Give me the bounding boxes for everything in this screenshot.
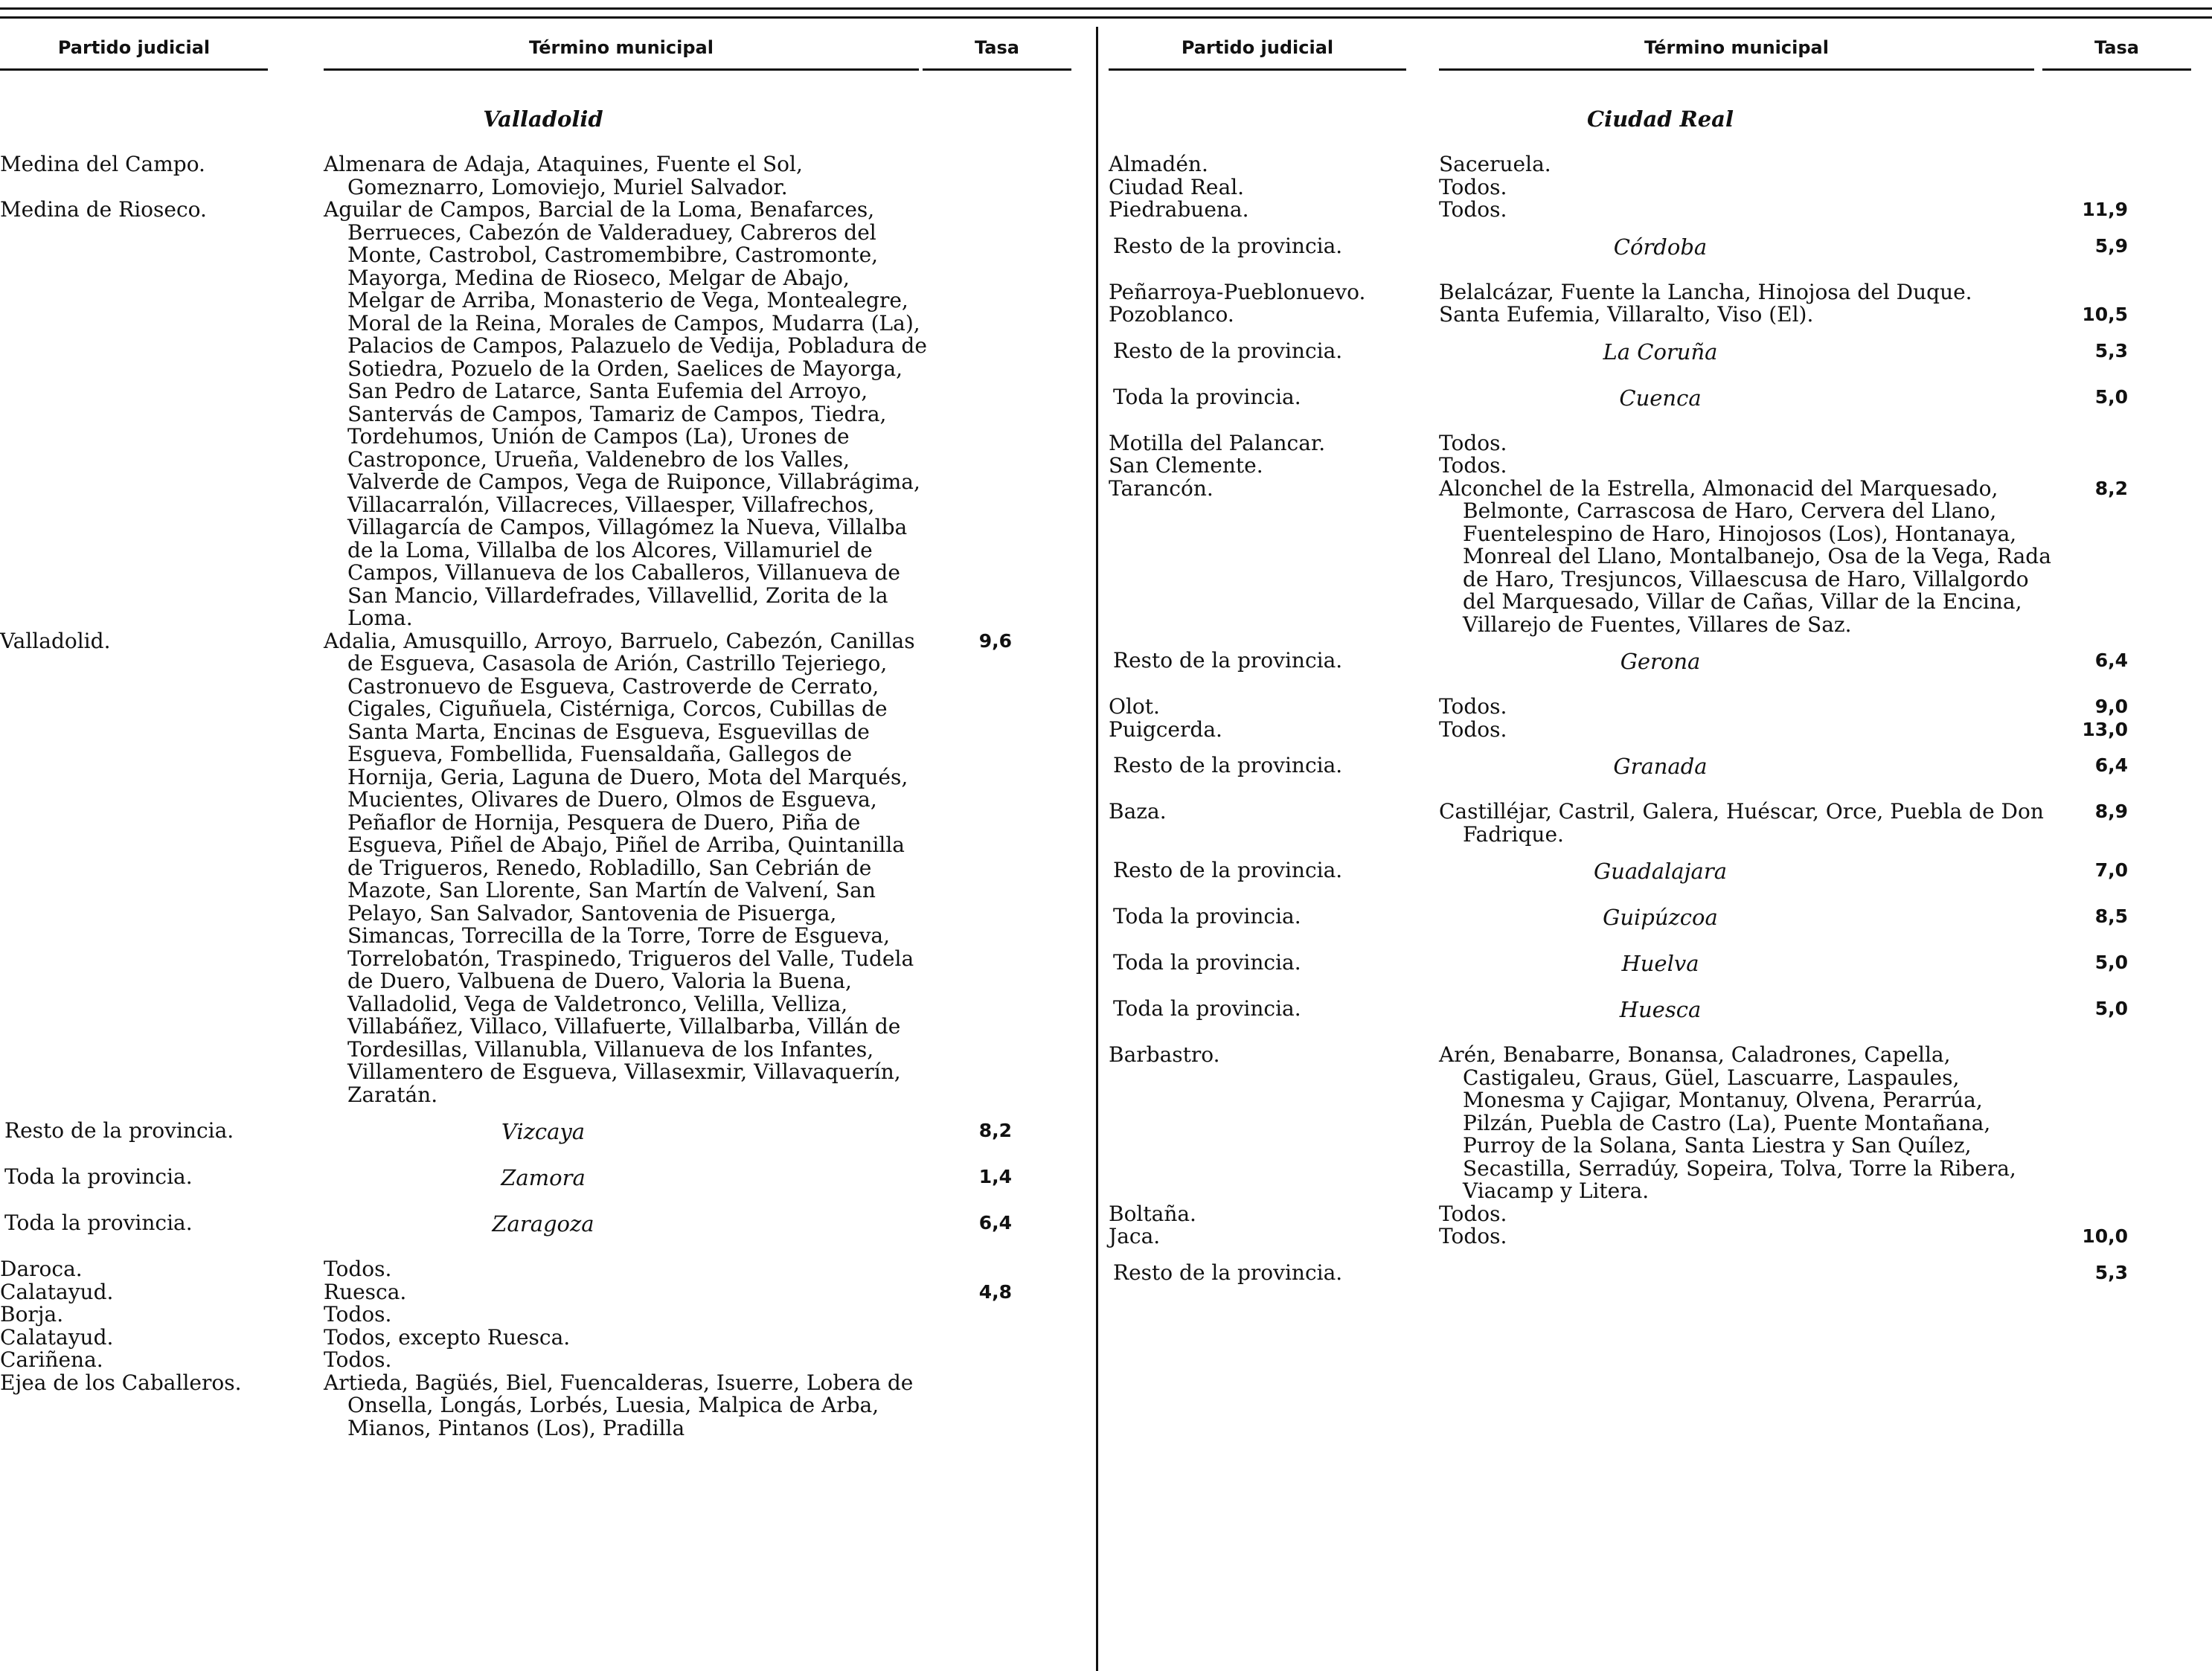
table-row: [0, 1372, 1086, 1440]
section-heading: Gerona: [1620, 649, 1701, 674]
section-heading: Córdoba: [1613, 234, 1708, 260]
partido-judicial: Almadén.: [1109, 152, 1208, 176]
tasa-value: 9,0: [2094, 696, 2128, 717]
partido-judicial: Toda la provincia.: [4, 1164, 193, 1189]
termino-municipal: Todos.: [1439, 1224, 1507, 1248]
header-underline: [2042, 68, 2191, 71]
partido-judicial: Calatayud.: [0, 1324, 114, 1350]
table-row: [1109, 153, 2212, 176]
section-heading: Ciudad Real: [1587, 106, 1734, 132]
table-row: [1109, 1225, 2212, 1248]
partido-judicial: Toda la provincia.: [1113, 384, 1301, 409]
tasa-value: 8,2: [978, 1120, 1012, 1141]
partido-judicial: Motilla del Palancar.: [1109, 430, 1326, 455]
partido-judicial: Boltaña.: [1109, 1201, 1196, 1226]
table-row: [1109, 199, 2212, 222]
header-partido: Partido judicial: [57, 37, 211, 58]
partido-judicial: Resto de la provincia.: [1113, 233, 1343, 258]
table-row: [1109, 176, 2212, 199]
section-heading: Guipúzcoa: [1603, 905, 1718, 930]
table-row: [1109, 1203, 2212, 1226]
header-underline: [1109, 68, 1406, 71]
table-row: [1109, 432, 2212, 455]
tasa-value: 6,4: [2094, 754, 2128, 776]
partido-judicial: Piedrabuena.: [1109, 197, 1249, 222]
termino-municipal: Todos.: [1439, 694, 1507, 719]
header-underline: [0, 68, 268, 71]
table-row: [0, 1324, 1086, 1350]
termino-municipal: Saceruela.: [1439, 152, 1551, 176]
tasa-value: 5,0: [2094, 385, 2128, 408]
termino-municipal: Belalcázar, Fuente la Lancha, Hinojosa del Duque.: [1439, 279, 1972, 304]
partido-judicial: Resto de la provincia.: [1113, 648, 1343, 673]
partido-judicial: Valladolid.: [0, 628, 111, 653]
partido-judicial: Resto de la provincia.: [1113, 858, 1343, 882]
section-heading: Zaragoza: [492, 1211, 594, 1237]
partido-judicial: Medina de Rioseco.: [0, 197, 207, 222]
termino-municipal: Todos.: [324, 1257, 392, 1281]
table-body: [1109, 88, 2212, 1285]
header-tasa: Tasa: [2094, 37, 2139, 58]
termino-municipal: Todos.: [1439, 197, 1507, 222]
termino-municipal: Todos.: [1439, 716, 1507, 742]
termino-municipal: Ruesca.: [324, 1279, 407, 1304]
tasa-value: 7,0: [2094, 859, 2128, 881]
section-heading: Huelva: [1621, 951, 1699, 976]
section-heading: Huesca: [1619, 997, 1702, 1022]
tasa-value: 10,5: [2082, 304, 2128, 325]
tasa-value: 5,9: [2094, 234, 2128, 257]
table-row: [0, 199, 1086, 630]
table-row: [1109, 455, 2212, 478]
partido-judicial: San Clemente.: [1109, 453, 1263, 478]
termino-municipal: Todos, excepto Ruesca.: [324, 1324, 571, 1350]
partido-judicial: Puigcerda.: [1109, 716, 1222, 742]
table-row: [0, 1258, 1086, 1281]
table-row: [0, 1281, 1086, 1304]
section-heading: Granada: [1613, 754, 1708, 779]
table-row: [0, 1303, 1086, 1327]
tasa-value: 5,0: [2094, 998, 2128, 1019]
tasa-value: 6,4: [2094, 650, 2128, 671]
partido-judicial: Resto de la provincia.: [1113, 338, 1343, 363]
partido-judicial: Peñarroya-Pueblonuevo.: [1109, 279, 1366, 304]
table-row: [1109, 475, 2212, 637]
tasa-value: 4,8: [978, 1280, 1012, 1303]
termino-municipal: Castilléjar, Castril, Galera, Huéscar, Orce, Puebla de Don Fadrique.: [1439, 799, 2044, 847]
table-row: [1109, 696, 2212, 719]
termino-municipal: Todos.: [1439, 430, 1507, 455]
tasa-value: 5,0: [2094, 952, 2128, 973]
section-heading: Cuenca: [1619, 385, 1702, 411]
tasa-value: 8,2: [2094, 477, 2128, 499]
tasa-value: 6,4: [978, 1212, 1012, 1234]
header-underline: [923, 68, 1071, 71]
tasa-value: 5,3: [2094, 1261, 2128, 1283]
partido-judicial: Pozoblanco.: [1109, 302, 1234, 327]
table-row: [1109, 1044, 2212, 1203]
header-termino: Término municipal: [1644, 37, 1829, 58]
top-rule-secondary: [0, 16, 2212, 19]
section-heading: Vizcaya: [501, 1119, 586, 1144]
table-header: [0, 30, 1086, 74]
header-underline: [1439, 68, 2034, 71]
termino-municipal: Adalia, Amusquillo, Arroyo, Barruelo, Cabezón, Canillas de Esgueva, Casasola de Arión, Castrillo Tejeriego, Castronuevo de Esgueva, Castroverde de Cerrato, Cigales, Ciguñuela, Cistérniga, Corcos, Cubillas de Santa Marta, Encinas de Esgueva, Esguevillas de Esgueva, Fombellida, Fuensaldaña, Gallegos de Hornija, Geria, Laguna de Duero, Mota del Marqués, Mucientes, Olivares de Duero, Olmos de Esgueva, Peñaflor de Hornija, Pesquera de Duero, Piña de Esgueva, Piñel de Abajo, Piñel de Arriba, Quintanilla de Trigueros, Renedo, Robladillo, San Cebrián de Mazote, San Llorente, San Martín de Valvení, San Pelayo, San Salvador, Santovenia de Pisuerga, Simancas, Torrecilla de la Torre, Torre de Esgueva, Torrelobatón, Traspinedo, Trigueros del Valle, Tudela de Duero, Valbuena de Duero, Valoria la Buena, Valladolid, Vega de Valdetronco, Velilla, Velliza, Villabáñez, Villaco, Villafuerte, Villalbarba, Villán de Tordesillas, Villanubla, Villanueva de los Infantes, Villamentero de Esgueva, Villasexmir, Villavaquerín, Zaratán.: [324, 628, 915, 1107]
partido-judicial: Tarancón.: [1109, 475, 1214, 501]
section-heading: Valladolid: [483, 106, 603, 132]
partido-judicial: Daroca.: [0, 1257, 83, 1281]
partido-judicial: Resto de la provincia.: [1113, 753, 1343, 777]
tasa-value: 8,5: [2094, 905, 2128, 927]
partido-judicial: Olot.: [1109, 694, 1160, 719]
left-column: [0, 30, 1086, 1671]
tasa-value: 9,6: [978, 629, 1012, 652]
termino-municipal: Almenara de Adaja, Ataquines, Fuente el Sol, Gomeznarro, Lomoviejo, Muriel Salvador.: [324, 152, 803, 199]
partido-judicial: Toda la provincia.: [4, 1210, 193, 1235]
header-underline: [324, 68, 919, 71]
tasa-value: 11,9: [2082, 199, 2128, 220]
tasa-value: 5,3: [2094, 339, 2128, 362]
section-heading: Zamora: [501, 1165, 586, 1190]
column-divider: [1096, 27, 1098, 1671]
table-row: [1109, 801, 2212, 846]
header-termino: Término municipal: [529, 37, 714, 58]
partido-judicial: Borja.: [0, 1302, 64, 1327]
partido-judicial: Medina del Campo.: [0, 152, 205, 176]
termino-municipal: Todos.: [1439, 453, 1507, 478]
termino-municipal: Aguilar de Campos, Barcial de la Loma, Benafarces, Berrueces, Cabezón de Valderaduey, Cabreros del Monte, Castrobol, Castromembibre, Castromonte, Mayorga, Medina de Rioseco, Melgar de Abajo, Melgar de Arriba, Monasterio de Vega, Montealegre, Moral de la Reina, Morales de Campos, Mudarra (La), Palacios de Campos, Palazuelo de Vedija, Pobladura de Sotiedra, Pozuelo de la Orden, Saelices de Mayorga, San Pedro de Latarce, Santa Eufemia del Arroyo, Santervás de Campos, Tamariz de Campos, Tiedra, Tordehumos, Unión de Campos (La), Urones de Castroponce, Urueña, Valdenebro de los Valles, Valverde de Campos, Vega de Ruiponce, Villabrágima, Villacarralón, Villacreces, Villaesper, Villafrechos, Villagarcía de Campos, Villagómez la Nueva, Villalba de la Loma, Villalba de los Alcores, Villamuriel de Campos, Villanueva de los Caballeros, Villanueva de San Mancio, Villardefrades, Villavellid, Zorita de la Loma.: [324, 197, 927, 630]
termino-municipal: Arén, Benabarre, Bonansa, Caladrones, Capella, Castigaleu, Graus, Güel, Lascuarre, Laspaules, Monesma y Cajigar, Montanuy, Olvena, Perarrúa, Pilzán, Puebla de Castro (La), Puente Montañana, Purroy de la Solana, Santa Liestra y San Quílez, Secastilla, Serradúy, Sopeira, Tolva, Torre la Ribera, Viacamp y Litera.: [1439, 1042, 2016, 1203]
header-tasa: Tasa: [975, 37, 1019, 58]
termino-municipal: Todos.: [324, 1302, 392, 1327]
tasa-value: 10,0: [2082, 1225, 2128, 1247]
partido-judicial: Toda la provincia.: [1113, 904, 1301, 928]
partido-judicial: Baza.: [1109, 799, 1167, 824]
top-rule: [0, 7, 2212, 10]
tasa-value: 13,0: [2082, 718, 2128, 740]
table-row: [0, 1349, 1086, 1372]
right-column: [1109, 30, 2212, 1671]
table-row: [1109, 716, 2212, 742]
termino-municipal: Santa Eufemia, Villaralto, Viso (El).: [1439, 302, 1814, 327]
section-heading: Guadalajara: [1594, 859, 1727, 884]
partido-judicial: Resto de la provincia.: [4, 1118, 234, 1143]
partido-judicial: Jaca.: [1109, 1224, 1161, 1248]
partido-judicial: Barbastro.: [1109, 1042, 1220, 1067]
partido-judicial: Resto de la provincia.: [1113, 1260, 1343, 1285]
termino-municipal: Todos.: [1439, 1201, 1507, 1226]
section-heading: La Coruña: [1603, 339, 1718, 365]
termino-municipal: Artieda, Bagüés, Biel, Fuencalderas, Isuerre, Lobera de Onsella, Longás, Lorbés, Luesia, Malpica de Arba, Mianos, Pintanos (Los), Pradilla: [324, 1370, 914, 1440]
partido-judicial: Ciudad Real.: [1109, 174, 1245, 199]
header-partido: Partido judicial: [1181, 37, 1334, 58]
tasa-value: 8,9: [2094, 801, 2128, 822]
partido-judicial: Ejea de los Caballeros.: [0, 1370, 242, 1395]
table-row: [0, 630, 1086, 1107]
table-row: [1109, 281, 2212, 304]
partido-judicial: Cariñena.: [0, 1347, 103, 1372]
termino-municipal: Todos.: [1439, 174, 1507, 199]
table-header: [1109, 30, 2212, 74]
table-row: [1109, 304, 2212, 327]
table-row: [0, 153, 1086, 199]
termino-municipal: Alconchel de la Estrella, Almonacid del Marquesado, Belmonte, Carrascosa de Haro, Cervera del Llano, Fuentelespino de Haro, Hinojosos (Los), Hontanaya, Monreal del Llano, Montalbanejo, Osa de la Vega, Rada de Haro, Tresjuncos, Villaescusa de Haro, Villalgordo del Marquesado, Villar de Cañas, Villar de la Encina, Villarejo de Fuentes, Villares de Saz.: [1439, 475, 2051, 637]
table-body: [0, 88, 1086, 1440]
tasa-value: 1,4: [978, 1166, 1012, 1187]
termino-municipal: Todos.: [324, 1347, 392, 1372]
partido-judicial: Calatayud.: [0, 1279, 114, 1304]
partido-judicial: Toda la provincia.: [1113, 950, 1301, 975]
partido-judicial: Toda la provincia.: [1113, 996, 1301, 1021]
